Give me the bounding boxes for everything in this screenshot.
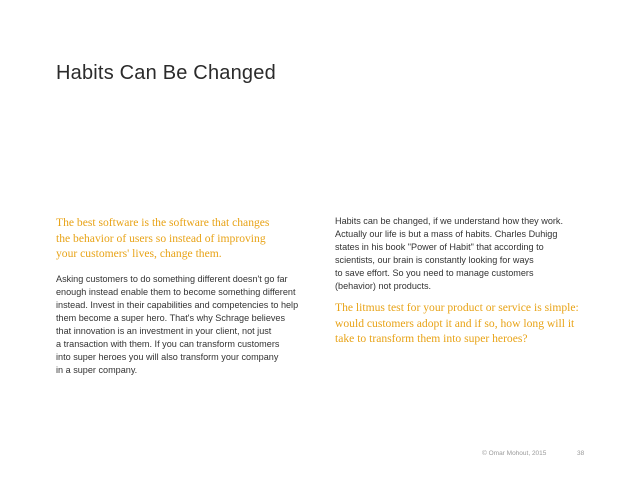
- left-body-text: [56, 273, 308, 377]
- body-line: into super heroes you will also transform your company: [56, 351, 279, 362]
- right-pull-quote: [335, 300, 597, 347]
- quote-line: The best software is the software that changes: [56, 216, 270, 229]
- right-body-text: [335, 215, 597, 293]
- left-column: [56, 215, 308, 377]
- copyright-notice: © Omar Mohout, 2015: [482, 450, 547, 457]
- body-line: states in his book "Power of Habit" that according to: [335, 242, 544, 252]
- body-line: in a super company.: [56, 364, 138, 375]
- quote-line: your customers' lives, change them.: [56, 247, 222, 260]
- body-line: Habits can be changed, if we understand how they work.: [335, 216, 563, 226]
- right-column: [335, 215, 597, 347]
- body-line: (behavior) not products.: [335, 281, 432, 291]
- body-line: them become a super hero. That's why Schrage believes: [56, 312, 286, 323]
- page-number: 38: [577, 450, 585, 457]
- quote-line: would customers adopt it and if so, how long will it: [335, 316, 575, 330]
- body-line: instead. Invest in their capabilities and competencies to help: [56, 299, 299, 310]
- body-line: that innovation is an investment in your client, not just: [56, 325, 272, 336]
- body-line: enough instead enable them to become something different: [56, 286, 296, 297]
- quote-line: The litmus test for your product or service is simple:: [335, 301, 579, 314]
- quote-line: take to transform them into super heroes?: [335, 332, 528, 345]
- body-line: Asking customers to do something different doesn't go far: [56, 273, 288, 284]
- body-line: a transaction with them. If you can transform customers: [56, 338, 280, 349]
- body-line: to save effort. So you need to manage customers: [335, 268, 534, 278]
- quote-line: the behavior of users so instead of improving: [56, 231, 266, 245]
- left-pull-quote: [56, 215, 308, 262]
- body-line: scientists, our brain is constantly looking for ways: [335, 255, 534, 265]
- slide-title: Habits Can Be Changed: [56, 62, 276, 84]
- body-line: Actually our life is but a mass of habits. Charles Duhigg: [335, 229, 558, 239]
